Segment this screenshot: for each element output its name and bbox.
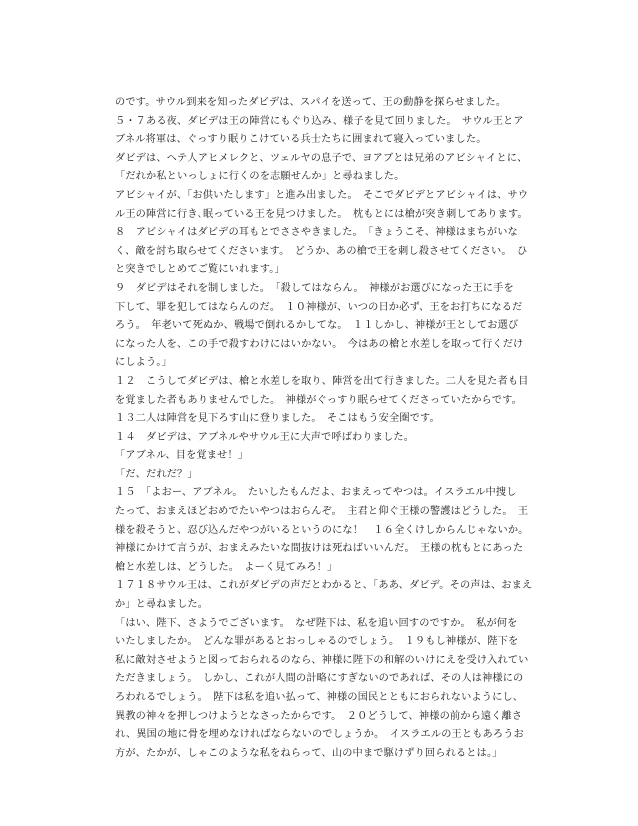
text-line: か」と尋ねました。	[115, 599, 209, 611]
text-line: １３二人は陣営を見下ろす山に登りました。 そこはもう安全圏です。	[115, 413, 440, 425]
text-line: 私に敵対させようと図っておられるのなら、神様に陛下の和解のいけにえを受け入れてい	[115, 654, 529, 666]
text-line: ただきましょう。 しかし、これが人間の計略にすぎないのであれば、その人は神様にの	[115, 673, 524, 685]
text-line: になった人を、この手で殺すわけにはいかない。 今はあの槍と水差しを取って行くだけ	[115, 338, 524, 350]
text-line: のです。サウル到来を知ったダビデは、スパイを送って、王の動静を探らせました。	[115, 97, 507, 108]
text-line: 方が、たかが、しゃこのような私をねらって、山の中まで駆けずり回られるとは。」	[115, 747, 503, 759]
body-text	[115, 94, 535, 763]
text-line: ろう。 年老いて死ぬか、戦場で倒れるかしてな。 １１しかし、神様が王としてお選び	[115, 320, 519, 332]
text-line: １５ 「よおー、アブネル。 たいしたもんだよ、おまえってやつは。イスラエル中捜し	[115, 487, 517, 499]
text-line: １２ こうしてダビデは、槍と水差しを取り、陣営を出て行きました。二人を見た者も目	[115, 375, 529, 387]
text-line: 神様にかけて言うが、おまえみたいな間抜けは死ねばいいんだ。 王様の枕もとにあった	[115, 543, 524, 555]
text-line: ８ アビシャイはダビデの耳もとでささやきました。 「きょうこそ、神様はまちがいな	[115, 227, 518, 239]
text-line: と突きでしとめてご覧にいれます。」	[115, 264, 285, 276]
text-line: １７１８サウル王は、これがダビデの声だとわかると、「ああ、ダビデ。その声は、おまえ	[115, 580, 533, 592]
text-line: ろわれるでしょう。 陛下は私を追い払って、神様の国民とともにおられないようにし、	[115, 692, 524, 703]
text-line: いたしましたか。 どんな罪があるとおっしゃるのでしょう。 １９もし神様が、陛下を	[115, 636, 519, 648]
text-line: 「だ、だれだ？」	[115, 468, 198, 480]
text-line: ブネル将軍は、ぐっすり眠りこけている兵士たちに囲まれて寝入っていました。	[115, 134, 487, 146]
text-line: にしよう。」	[115, 357, 172, 369]
text-line: 異教の神々を押しつけようとなさったからです。 ２０どうして、神様の前から遠く離さ	[115, 710, 523, 722]
text-line: アビシャイが、「お供いたします」と進み出ました。 そこでダビデとアビシャイは、サウ	[115, 189, 529, 201]
text-line: １４ ダビデは、アブネルやサウル王に大声で呼ばわりました。	[115, 431, 415, 443]
text-line: ダビデは、ヘテ人アヒメレクと、ツェルヤの息子で、ヨアブとは兄弟のアビシャイとに、	[115, 152, 528, 164]
text-line: 「だれか私といっしょに行くのを志願せんか」と尋ねました。	[115, 171, 405, 183]
text-line: 様を殺そうと、忍び込んだやつがいるというのにな！ １６全くけしからんじゃないか。	[115, 524, 529, 536]
text-line: 「はい、陛下、さようでございます。 なぜ陛下は、私を追い回すのですか。 私が何を	[115, 617, 518, 629]
text-line: たって、おまえほどおめでたいやつはおらんぞ。 主君と仰ぐ王様の警護はどうした。 王	[115, 506, 529, 518]
text-line: く、敵を討ち取らせてくださいます。 どうか、あの槍で王を刺し殺させてください。 ひ	[115, 245, 528, 257]
text-line: ９ ダビデはそれを制しました。 「殺してはならん。 神様がお選びになった王に手を	[115, 282, 514, 294]
text-line: 槍と水差しは、どうした。 よーく見てみろ！」	[115, 561, 338, 573]
text-line: れ、異国の地に骨を埋めなければならないのでしょうか。 イスラエルの王ともあろうお	[115, 729, 524, 741]
text-line: 下して、罪を犯してはならんのだ。 １０神様が、いつの日か必ず、王をお打ちになるだ	[115, 301, 523, 313]
text-line: を覚ました者もありませんでした。 神様がぐっすり眠らせてくださっていたからです。	[115, 394, 522, 406]
text-line: ５・７ある夜、ダビデは王の陣営にもぐり込み、様子を見て回りました。 サウル王とア	[115, 115, 524, 127]
text-line: 「アブネル、目を覚ませ！」	[115, 450, 249, 462]
text-line: ル王の陣営に行き､眠っている王を見つけました。 枕もとには槍が突き刺してあります。	[115, 208, 528, 220]
